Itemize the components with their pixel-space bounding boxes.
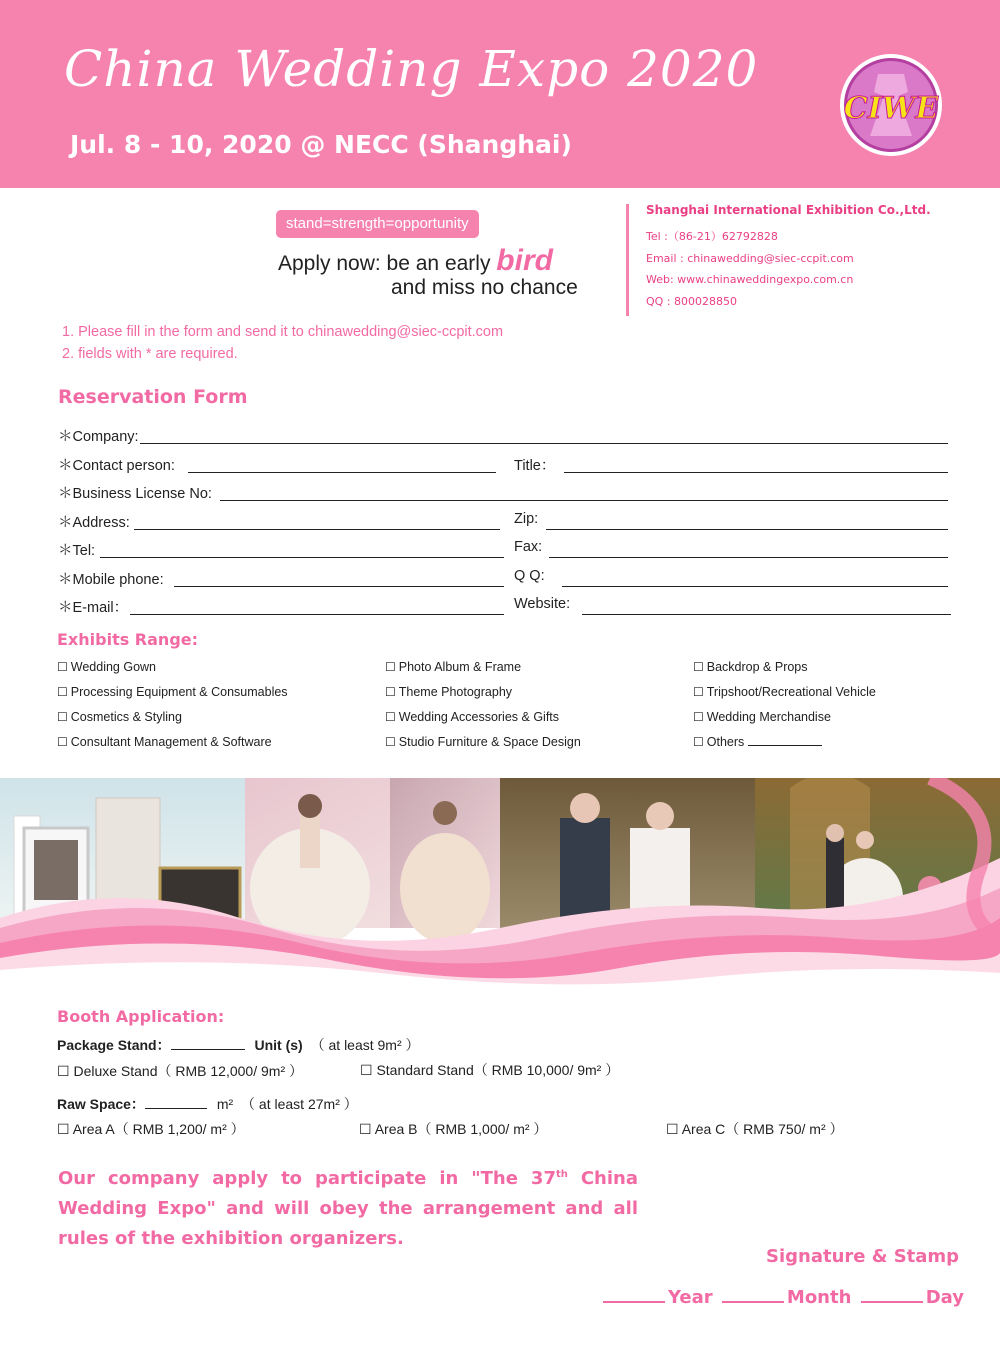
raw-space-minimum: （ at least 27m² ） xyxy=(241,1096,358,1112)
exhibit-studio-furniture[interactable] xyxy=(385,735,581,749)
statement-text-start: Our company apply to participate in "The 37 xyxy=(58,1168,556,1189)
tel-label: ＊Tel: xyxy=(58,543,96,559)
signature-stamp-label: Signature & Stamp xyxy=(766,1246,960,1267)
exhibit-label: Theme Photography xyxy=(398,685,513,699)
package-stand-row xyxy=(57,1035,420,1055)
checkbox-icon[interactable]: ☐ xyxy=(385,710,396,724)
address-field[interactable] xyxy=(134,529,500,530)
checkbox-icon[interactable]: ☐ xyxy=(666,1121,679,1137)
title-field[interactable] xyxy=(564,472,948,473)
package-units-field[interactable] xyxy=(171,1037,245,1050)
exhibit-label: Wedding Gown xyxy=(70,660,157,674)
area-a-option[interactable] xyxy=(57,1119,245,1139)
checkbox-icon[interactable]: ☐ xyxy=(693,685,704,699)
email-label: ＊E-mail： xyxy=(58,600,129,616)
exhibit-photo-album[interactable] xyxy=(385,660,521,674)
exhibits-range-title: Exhibits Range: xyxy=(57,630,199,649)
organizer-info xyxy=(646,203,931,312)
organizer-web[interactable]: Web: www.chinaweddingexpo.com.cn xyxy=(646,273,854,286)
website-label: Website: xyxy=(514,596,571,612)
company-row xyxy=(58,425,948,447)
package-minimum: （ at least 9m² ） xyxy=(310,1037,420,1053)
raw-space-unit: m² xyxy=(216,1096,234,1112)
contact-person-field[interactable] xyxy=(188,472,496,473)
qq-field[interactable] xyxy=(562,586,948,587)
company-field[interactable] xyxy=(140,443,948,444)
exhibit-merchandise[interactable] xyxy=(693,710,831,724)
checkbox-icon[interactable]: ☐ xyxy=(57,1063,70,1079)
address-label: ＊Address: xyxy=(58,515,130,531)
checkbox-icon[interactable]: ☐ xyxy=(57,710,68,724)
website-field[interactable] xyxy=(582,614,951,615)
exhibit-cosmetics[interactable] xyxy=(57,710,182,724)
email-row xyxy=(58,596,951,618)
booth-application-title: Booth Application: xyxy=(57,1007,225,1026)
deluxe-stand-label: Deluxe Stand（ RMB 12,000/ 9m² ） xyxy=(73,1063,303,1079)
license-row xyxy=(58,482,948,504)
reservation-form-title: Reservation Form xyxy=(58,386,248,408)
checkbox-icon[interactable]: ☐ xyxy=(57,660,68,674)
area-c-option[interactable] xyxy=(666,1119,844,1139)
apply-bird: bird xyxy=(496,244,553,277)
tel-row xyxy=(58,539,948,561)
exhibit-label: Studio Furniture & Space Design xyxy=(398,735,581,749)
ciwe-logo xyxy=(838,52,944,158)
organizer-divider xyxy=(626,204,629,316)
exhibit-label: Backdrop & Props xyxy=(706,660,808,674)
zip-field[interactable] xyxy=(546,529,948,530)
exhibit-label: Consultant Management & Software xyxy=(70,735,272,749)
exhibit-processing-equipment[interactable] xyxy=(57,685,288,699)
checkbox-icon[interactable]: ☐ xyxy=(57,735,68,749)
month-label: Month xyxy=(786,1287,852,1308)
exhibit-tripshoot[interactable] xyxy=(693,685,876,699)
wedding-photo-strip xyxy=(0,778,1000,988)
mobile-label: ＊Mobile phone: xyxy=(58,572,164,588)
exhibit-label: Tripshoot/Recreational Vehicle xyxy=(706,685,876,699)
checkbox-icon[interactable]: ☐ xyxy=(385,685,396,699)
license-label: ＊Business License No: xyxy=(58,486,212,502)
checkbox-icon[interactable]: ☐ xyxy=(385,735,396,749)
deluxe-stand-option[interactable] xyxy=(57,1061,303,1081)
day-field[interactable] xyxy=(861,1285,923,1303)
checkbox-icon[interactable]: ☐ xyxy=(57,1121,70,1137)
checkbox-icon[interactable]: ☐ xyxy=(360,1062,373,1078)
exhibit-backdrop[interactable] xyxy=(693,660,808,674)
mobile-row xyxy=(58,568,948,590)
exhibit-wedding-gown[interactable] xyxy=(57,660,156,674)
others-field[interactable] xyxy=(748,735,822,746)
instruction-1: 1. Please fill in the form and send it to chinawedding@siec-ccpit.com xyxy=(62,324,504,340)
exhibit-theme-photography[interactable] xyxy=(385,685,512,699)
area-b-label: Area B（ RMB 1,000/ m² ） xyxy=(374,1121,548,1137)
exhibit-consultant[interactable] xyxy=(57,735,272,749)
year-label: Year xyxy=(668,1287,713,1308)
checkbox-icon[interactable]: ☐ xyxy=(693,710,704,724)
organizer-tel: Tel :（86-21）62792828 xyxy=(646,230,778,243)
area-c-label: Area C（ RMB 750/ m² ） xyxy=(681,1121,844,1137)
exhibit-label: Photo Album & Frame xyxy=(398,660,522,674)
checkbox-icon[interactable]: ☐ xyxy=(57,685,68,699)
mobile-field[interactable] xyxy=(174,586,504,587)
instructions xyxy=(62,321,503,365)
checkbox-icon[interactable]: ☐ xyxy=(385,660,396,674)
exhibit-accessories[interactable] xyxy=(385,710,559,724)
address-row xyxy=(58,511,948,533)
organizer-name: Shanghai International Exhibition Co.,Ltd. xyxy=(646,203,931,217)
qq-label: Q Q: xyxy=(514,568,545,584)
checkbox-icon[interactable]: ☐ xyxy=(693,660,704,674)
page-title: China Wedding Expo 2020 xyxy=(64,40,759,98)
apply-prefix: Apply now: be an early xyxy=(278,252,497,275)
organizer-email[interactable]: Email : chinawedding@siec-ccpit.com xyxy=(646,251,854,265)
apply-line xyxy=(278,244,553,278)
checkbox-icon[interactable]: ☐ xyxy=(693,735,704,749)
logo-text: CIWE xyxy=(843,91,939,126)
apply-line-2: and miss no chance xyxy=(391,276,578,299)
exhibit-label: Wedding Accessories & Gifts xyxy=(398,710,560,724)
package-unit-label: Unit (s) xyxy=(254,1037,303,1053)
area-a-label: Area A（ RMB 1,200/ m² ） xyxy=(72,1121,245,1137)
standard-stand-label: Standard Stand（ RMB 10,000/ 9m² ） xyxy=(376,1062,620,1078)
fax-label: Fax: xyxy=(514,539,543,555)
exhibit-label: Cosmetics & Styling xyxy=(70,710,182,724)
exhibit-label: Others xyxy=(706,735,745,749)
exhibit-others[interactable] xyxy=(693,735,822,749)
email-field[interactable] xyxy=(130,614,504,615)
tel-field[interactable] xyxy=(100,557,504,558)
raw-space-label: Raw Space： xyxy=(57,1096,145,1112)
organizer-qq: QQ : 800028850 xyxy=(646,294,738,308)
contact-person-label: ＊Contact person: xyxy=(58,458,175,474)
license-field[interactable] xyxy=(220,500,948,501)
fax-field[interactable] xyxy=(549,557,948,558)
event-dates: Jul. 8 - 10, 2020 @ NECC (Shanghai) xyxy=(70,130,572,159)
raw-space-row xyxy=(57,1094,358,1114)
standard-stand-option[interactable] xyxy=(360,1060,619,1080)
tagline-badge: stand=strength=opportunity xyxy=(276,210,479,238)
exhibit-label: Processing Equipment & Consumables xyxy=(70,685,288,699)
instruction-2: 2. fields with * are required. xyxy=(62,346,238,362)
company-label: ＊Company: xyxy=(58,429,139,445)
date-line xyxy=(600,1285,964,1308)
year-field[interactable] xyxy=(603,1285,665,1303)
zip-label: Zip: xyxy=(514,511,539,527)
contact-row xyxy=(58,454,948,476)
title-label: Title： xyxy=(514,458,556,474)
month-field[interactable] xyxy=(722,1285,784,1303)
exhibit-label: Wedding Merchandise xyxy=(706,710,831,724)
statement-superscript: th xyxy=(555,1169,568,1180)
day-label: Day xyxy=(925,1287,964,1308)
checkbox-icon[interactable]: ☐ xyxy=(359,1121,372,1137)
raw-space-field[interactable] xyxy=(145,1096,207,1109)
participation-statement xyxy=(58,1160,638,1254)
statement-text-end: China Wedding Expo" and will obey the arrangement and all rules of the exhibition organizers. xyxy=(58,1168,638,1249)
package-stand-label: Package Stand： xyxy=(57,1037,171,1053)
area-b-option[interactable] xyxy=(359,1119,547,1139)
